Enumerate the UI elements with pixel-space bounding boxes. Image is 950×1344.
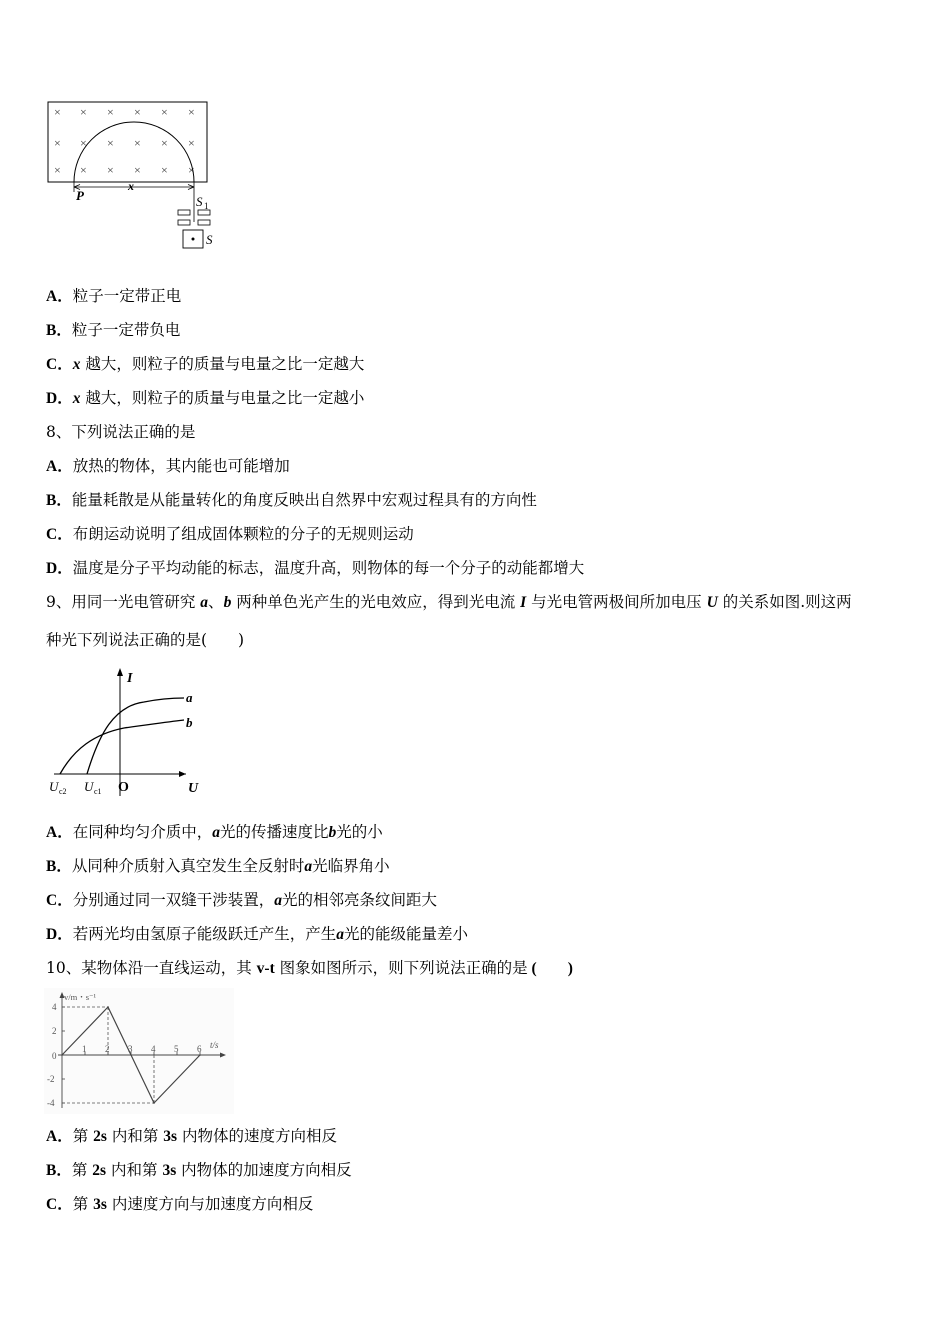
q7-option-d	[46, 388, 364, 409]
option-text: 第	[71, 1161, 93, 1179]
option-text: 越大，则粒子的质量与电量之比一定越大	[85, 355, 365, 373]
option-text: 光的小	[336, 823, 383, 841]
origin-label: O	[118, 780, 129, 795]
option-text: 内速度方向与加速度方向相反	[106, 1195, 314, 1213]
stem-text: 的关系如图.则这两	[717, 593, 852, 611]
uc2-label: U	[49, 779, 59, 794]
option-variable: a	[212, 824, 220, 841]
axis-I-label: I	[127, 671, 133, 686]
q9-option-c	[46, 890, 437, 911]
stem-text: 、	[208, 593, 224, 611]
option-label: D．	[46, 926, 73, 943]
label-S: S	[206, 232, 213, 247]
option-text: 能量耗散是从能量转化的角度反映出自然界中宏观过程具有的方向性	[71, 491, 537, 509]
stem-text: ( )	[527, 960, 573, 977]
option-label: A．	[46, 288, 73, 305]
y-tick-label: -2	[47, 1074, 55, 1084]
curve-a	[87, 698, 184, 774]
option-text: 放热的物体，其内能也可能增加	[72, 457, 290, 475]
option-text: 光临界角小	[312, 857, 390, 875]
vt-chart-svg	[44, 988, 234, 1114]
option-text: 内和第	[106, 1161, 163, 1179]
option-text: 分别通过同一双缝干涉装置，	[72, 891, 275, 909]
option-text: 在同种均匀介质中，	[72, 823, 213, 841]
q8-option-a	[46, 456, 290, 477]
stem-text: 与光电管两极间所加电压	[526, 593, 707, 611]
q7-option-a	[46, 286, 181, 307]
option-variable: b	[328, 824, 337, 841]
cross-mark: ×	[80, 163, 87, 177]
x-tick-label: 2	[105, 1044, 110, 1054]
q10-option-c	[46, 1194, 313, 1215]
label-P: P	[76, 188, 84, 203]
label-S1: S	[196, 194, 203, 209]
q7-option-c	[46, 354, 364, 375]
uc2-subscript: c2	[59, 787, 67, 796]
option-label: B．	[46, 322, 72, 339]
y-tick-label: 2	[52, 1026, 57, 1036]
option-label: D．	[46, 560, 73, 577]
x-tick-label: 6	[197, 1044, 202, 1054]
field-box	[48, 102, 207, 182]
option-text: 内物体的速度方向相反	[177, 1127, 338, 1145]
cross-mark: ×	[54, 105, 61, 119]
cross-mark: ×	[134, 105, 141, 119]
cross-mark: ×	[54, 163, 61, 177]
stem-variable: I	[520, 594, 527, 611]
option-label: D．	[46, 390, 73, 407]
cross-mark: ×	[134, 136, 141, 150]
q8-option-b	[46, 490, 537, 511]
option-text: 光的能级能量差小	[343, 925, 468, 943]
stem-text: 9、用同一光电管研究	[46, 593, 201, 611]
option-number: 3s	[163, 1128, 178, 1145]
option-text: 光的传播速度比	[219, 823, 329, 841]
option-number: 3s	[162, 1162, 177, 1179]
option-label: C．	[46, 526, 73, 543]
stem-text: 图象如图所示，则下列说法正确的是	[274, 959, 528, 977]
cross-mark: ×	[188, 163, 195, 177]
q9-stem-line2: 种光下列说法正确的是( )	[46, 631, 245, 649]
x-tick-label: 3	[128, 1044, 133, 1054]
stem-text: 两种单色光产生的光电效应，得到光电流	[231, 593, 521, 611]
cross-mark: ×	[107, 136, 114, 150]
option-number: 3s	[93, 1196, 107, 1213]
origin-label: 0	[52, 1051, 57, 1061]
q8-stem: 8、下列说法正确的是	[46, 423, 196, 441]
q9-option-d	[46, 924, 468, 945]
q9-stem-line1	[46, 592, 852, 613]
option-text: 光的相邻亮条纹间距大	[281, 891, 437, 909]
cross-mark: ×	[161, 163, 168, 177]
option-text: 粒子一定带负电	[71, 321, 181, 339]
option-label: B．	[46, 1162, 72, 1179]
option-label: C．	[46, 892, 73, 909]
y-tick-label: 4	[52, 1002, 57, 1012]
q7-figure-svg	[40, 96, 230, 256]
stem-variable: a	[200, 594, 209, 611]
field-crosses	[54, 105, 195, 177]
option-variable: x	[72, 390, 81, 407]
option-text: 内物体的加速度方向相反	[176, 1161, 352, 1179]
label-S1-subscript: 1	[204, 201, 209, 211]
cross-mark: ×	[161, 136, 168, 150]
option-label: C．	[46, 1196, 73, 1213]
option-text: 若两光均由氢原子能级跃迁产生，产生	[72, 925, 337, 943]
q9-option-a	[46, 822, 383, 843]
curve-b-label: b	[186, 715, 193, 730]
cross-mark: ×	[80, 105, 87, 119]
stem-text: 10、某物体沿一直线运动，其	[46, 959, 257, 977]
x-tick-label: 4	[151, 1044, 156, 1054]
q10-chart	[44, 988, 234, 1114]
q10-stem	[46, 958, 573, 979]
curve-b	[60, 720, 184, 774]
cross-mark: ×	[54, 136, 61, 150]
q9-option-b	[46, 856, 390, 877]
option-text: 布朗运动说明了组成固体颗粒的分子的无规则运动	[72, 525, 414, 543]
cross-mark: ×	[161, 105, 168, 119]
cross-mark: ×	[107, 163, 114, 177]
q10-option-b	[46, 1160, 352, 1181]
option-label: B．	[46, 492, 72, 509]
x-tick-label: 1	[82, 1044, 87, 1054]
option-number: 2s	[92, 1162, 107, 1179]
curve-a-label: a	[186, 690, 193, 705]
option-text: 温度是分子平均动能的标志，温度升高，则物体的每一个分子的动能都增大	[72, 559, 585, 577]
option-number: 2s	[93, 1128, 107, 1145]
option-label: A．	[46, 458, 73, 475]
option-text: 第	[72, 1195, 94, 1213]
option-text: 第	[72, 1127, 94, 1145]
q8-option-d	[46, 558, 584, 579]
option-variable: a	[336, 926, 344, 943]
t-axis-label: t/s	[210, 1040, 219, 1050]
option-variable: x	[72, 356, 81, 373]
uc1-subscript: c1	[94, 787, 102, 796]
cross-mark: ×	[188, 105, 195, 119]
option-variable: a	[274, 892, 282, 909]
q7-figure	[40, 96, 230, 256]
option-label: C．	[46, 356, 73, 373]
q8-option-c	[46, 524, 414, 545]
option-label: A．	[46, 824, 73, 841]
option-label: B．	[46, 858, 72, 875]
q9-figure-svg	[44, 664, 214, 804]
option-variable: a	[304, 858, 313, 875]
v-axis-label: v/m・s⁻¹	[64, 992, 97, 1002]
axis-U-label: U	[188, 781, 199, 796]
stem-variable: U	[706, 594, 718, 611]
cross-mark: ×	[80, 136, 87, 150]
cross-mark: ×	[107, 105, 114, 119]
q10-option-a	[46, 1126, 337, 1147]
q7-option-b	[46, 320, 180, 341]
stem-variable: b	[223, 594, 232, 611]
cross-mark: ×	[188, 136, 195, 150]
q9-figure	[44, 664, 214, 804]
stem-variable: v-t	[256, 960, 275, 977]
label-x: x	[128, 179, 134, 193]
x-tick-label: 5	[174, 1044, 179, 1054]
option-text: 粒子一定带正电	[72, 287, 182, 305]
uc1-label: U	[84, 779, 94, 794]
option-text: 内和第	[106, 1127, 164, 1145]
option-text: 越大，则粒子的质量与电量之比一定越小	[85, 389, 365, 407]
y-tick-label: -4	[47, 1098, 55, 1108]
option-text: 从同种介质射入真空发生全反射时	[71, 857, 305, 875]
cross-mark: ×	[134, 163, 141, 177]
option-label: A．	[46, 1128, 73, 1145]
